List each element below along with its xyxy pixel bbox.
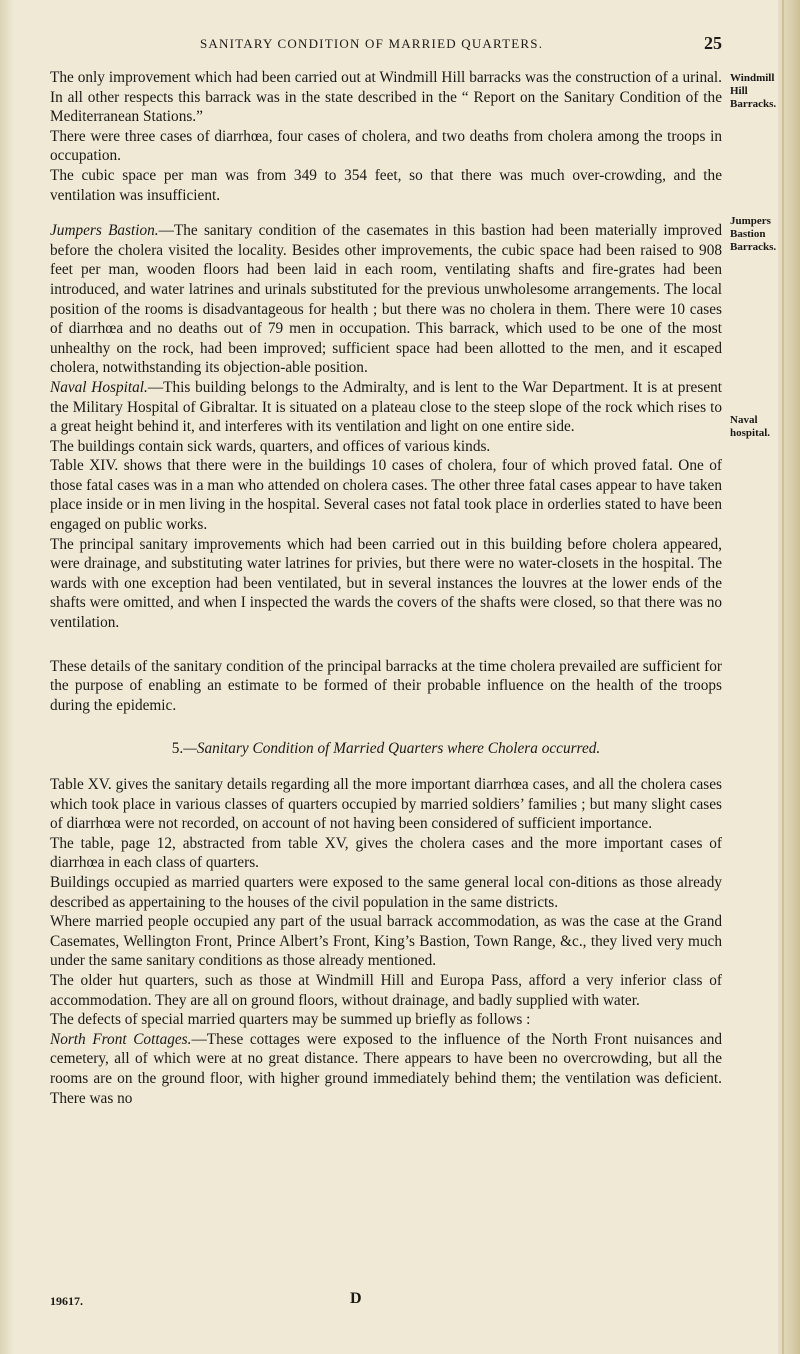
paragraph-naval (50, 378, 722, 437)
lead-naval: Naval Hospital. (50, 378, 148, 396)
paragraph: There were three cases of diarrhœa, four cases of cholera, and two deaths from cholera among the troops in occupation. (50, 127, 722, 165)
section-number: 5. (171, 740, 184, 758)
section-title: —Sanitary Condition of Married Quarters where Cholera occurred. (183, 740, 601, 758)
footer (50, 1292, 722, 1312)
running-header (50, 33, 722, 56)
paragraph: The only improvement which had been carried out at Windmill Hill barracks was the construction of a urinal. In all other respects this barrack was in the state described in the “ Report on the Sanitary Condition of the Mediterranean Stations.” (50, 69, 722, 126)
paragraph: The principal sanitary improvements which had been carried out in this building before cholera appeared, were drainage, and substituting water latrines for privies, but there were no water-closets in the hospital. The wards with one exception had been ventilated, but in several instances the louvres at the lower ends of the shafts were omitted, and when I inspected the wards the covers of the shafts were closed, so that there was no ventilation. (50, 535, 722, 632)
page-left-edge (0, 0, 14, 1354)
paragraph: The table, page 12, abstracted from table XV, gives the cholera cases and the more important cases of diarrhœa in each class of quarters. (50, 834, 722, 872)
margin-note-jumpers: Jumpers Bastion Barracks. (730, 215, 777, 253)
lead-north-front: North Front Cottages. (50, 1030, 192, 1048)
margin-note-naval: Naval hospital. (730, 414, 771, 439)
paragraph: The cubic space per man was from 349 to 354 feet, so that there was much over-crowding, and the ventilation was insufficient. (50, 166, 722, 204)
lead-jumpers: Jumpers Bastion. (50, 222, 159, 240)
signature-letter: D (350, 1290, 362, 1307)
paragraph: These details of the sanitary condition of the principal barracks at the time cholera prevailed are sufficient for the purpose of enabling an estimate to be formed of their probable influence on the health of the troops during the epidemic. (50, 657, 722, 714)
page-right-edge (778, 0, 800, 1354)
paragraph: Table XV. gives the sanitary details regarding all the more important diarrhœa cases, and all the cholera cases which took place in various classes of quarters occupied by married soldiers’ families ; but many slight cases of diarrhœa were not recorded, on account of not having been considered of sufficient importance. (50, 776, 722, 833)
page-number: 25 (704, 33, 722, 53)
body-text (50, 68, 722, 1108)
paragraph-text: —These cottages were exposed to the influence of the North Front nuisances and cemetery, all of which were at no great distance. There appears to have been no overcrowding, but all the rooms are on the ground floor, with higher ground immediately behind them; the ventilation was deficient. There was no (50, 1030, 722, 1107)
running-title: SANITARY CONDITION OF MARRIED QUARTERS. (200, 36, 544, 51)
paragraph: The defects of special married quarters may be summed up briefly as follows : (50, 1011, 531, 1029)
paragraph-north-front (50, 1030, 722, 1108)
paragraph-text: —The sanitary condition of the casemates in this bastion had been materially improved before the cholera visited the locality. Besides other improvements, the cubic space had been raised to 908 feet per man, wooden floors had been laid in each room, ventilating shafts and fire-grates had been introduced, and water latrines and urinals substituted for the previous unwholesome arrangements. The local position of the rooms is disadvantageous for health ; but there was no cholera in them. There were 10 cases of diarrhœa and no deaths out of 79 men in occupation. This barrack, which used to be one of the most unhealthy on the rock, had been improved; sufficient space had been allotted to the men, and it escaped cholera, notwithstanding its objection-able position. (50, 222, 722, 377)
section-heading (50, 739, 722, 759)
paragraph: The older hut quarters, such as those at Windmill Hill and Europa Pass, afford a very inferior class of accommodation. They are all on ground floors, without drainage, and badly supplied with water. (50, 971, 722, 1009)
paragraph: The buildings contain sick wards, quarters, and offices of various kinds. (50, 437, 491, 455)
print-code: 19617. (50, 1294, 83, 1308)
paragraph-text: —This building belongs to the Admiralty, and is lent to the War Department. It is at present the Military Hospital of Gibraltar. It is situated on a plateau close to the steep slope of the rock which rises to a great height behind it, and interferes with its ventilation and light on one entire side. (50, 378, 722, 436)
margin-note-windmill: Windmill Hill Barracks. (730, 72, 777, 110)
paragraph-jumpers (50, 221, 722, 378)
paragraph: Buildings occupied as married quarters were exposed to the same general local con-ditions as those already described as appertaining to the houses of the civil population in the same districts. (50, 873, 722, 911)
paragraph: Where married people occupied any part of the usual barrack accommodation, as was the case at the Grand Casemates, Wellington Front, Prince Albert’s Front, King’s Bastion, Town Range, &c., they lived very much under the same sanitary conditions as those already mentioned. (50, 913, 722, 970)
paragraph: Table XIV. shows that there were in the buildings 10 cases of cholera, four of which proved fatal. One of those fatal cases was in a man who attended on cholera cases. The other three fatal cases appear to have taken place inside or in men living in the hospital. Several cases not fatal took place in orderlies stated to have been engaged on public works. (50, 457, 722, 534)
